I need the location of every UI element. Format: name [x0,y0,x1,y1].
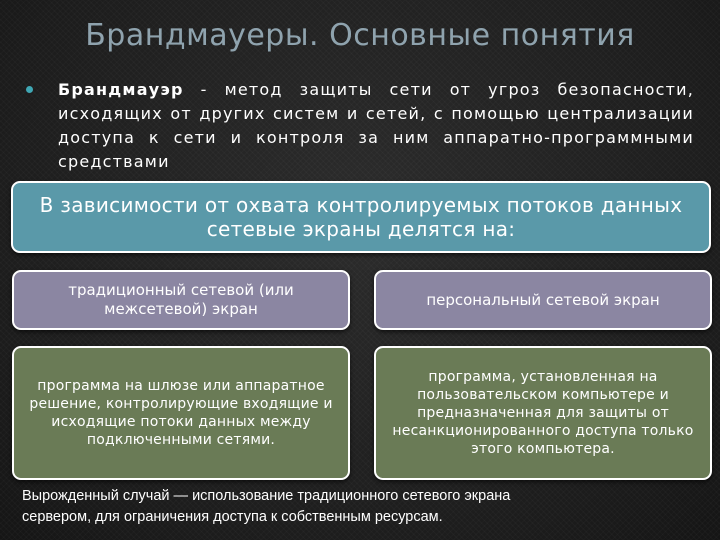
personal-firewall-description-box [374,346,712,480]
traditional-firewall-label: традиционный сетевой (или межсетевой) экран [68,281,294,318]
classification-header-text: В зависимости от охвата контролируемых потоков данных сетевые экраны делятся на: [39,193,683,241]
traditional-firewall-description: программа на шлюзе или аппаратное решение, контролирующие входящие и исходящие потоки данных между подключенными сетями. [29,378,333,448]
traditional-firewall-box [12,270,350,330]
definition-term: Брандмауэр [58,80,184,99]
slide-title: Брандмауеры. Основные понятия [85,18,635,53]
definition-body: - метод защиты сети от угроз безопасности, исходящих от других систем и сетей, с помощью централизации доступа к сети и контроля за ним аппаратно-программными средствами [58,80,694,171]
personal-firewall-description: программа, установленная на пользовательском компьютере и предназначенная для защиты от несанкционированного доступа только этого компьютера. [392,369,694,457]
degenerate-case-note [22,486,702,528]
personal-firewall-box [374,270,712,330]
note-line-2: сервером, для ограничения доступа к собственным ресурсам. [22,509,443,525]
definition-text [58,78,694,174]
note-line-1: Вырожденный случай — использование традиционного сетевого экрана [22,488,511,504]
classification-header-box [11,181,711,253]
personal-firewall-label: персональный сетевой экран [426,290,660,309]
bullet-dot-icon [26,86,33,93]
traditional-firewall-description-box [12,346,350,480]
definition-bullet [26,78,694,174]
